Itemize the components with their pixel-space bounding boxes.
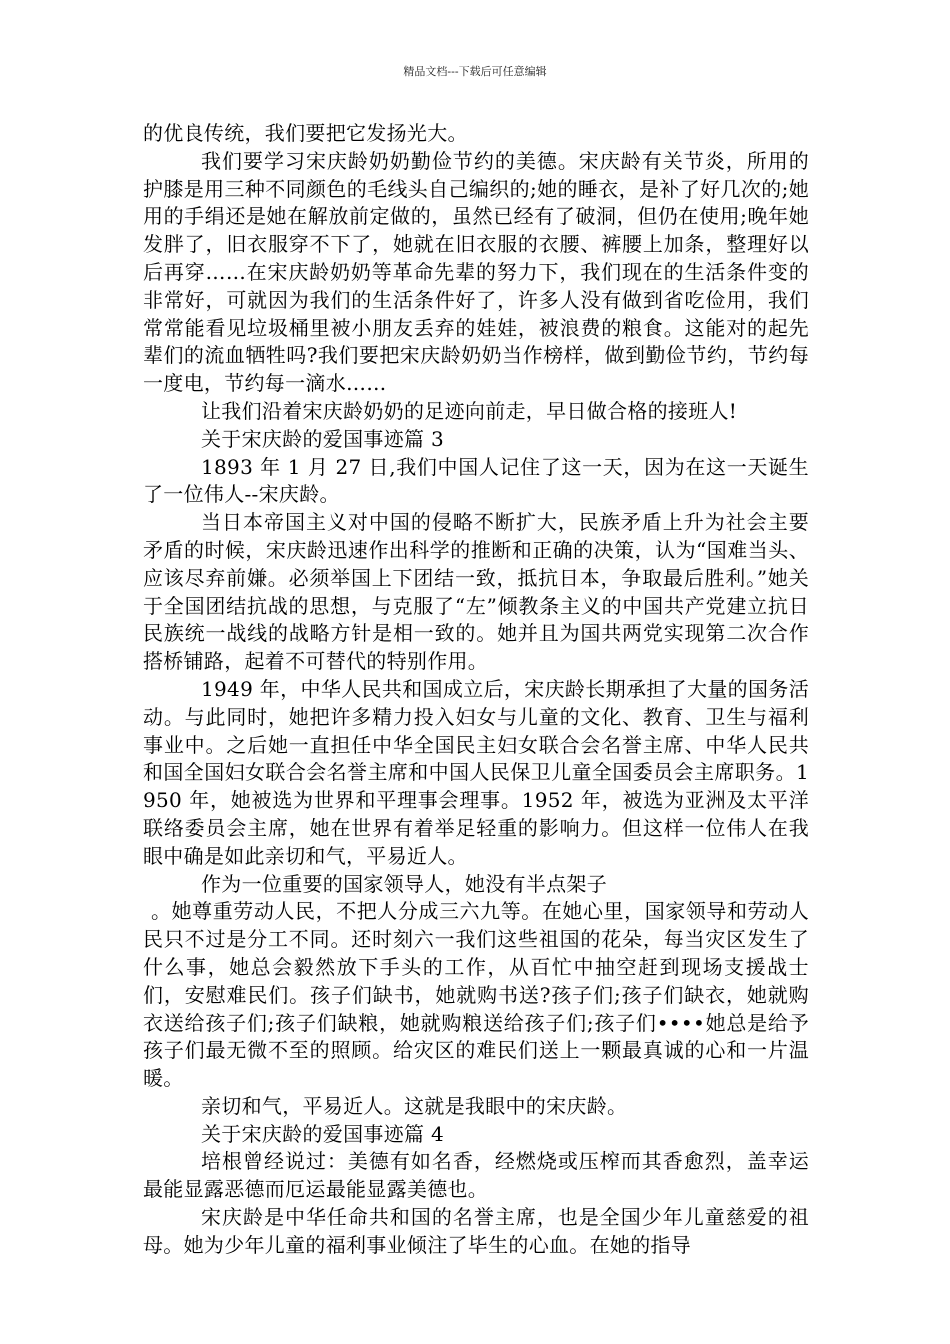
paragraph-continuation: 的优良传统，我们要把它发扬光大。 — [143, 121, 468, 145]
paragraph-respect-people: 。她尊重劳动人民，不把人分成三六九等。在她心里，国家领导和劳动人民只不过是分工不同。还时刻六一我们这些祖国的花朵，每当灾区发生了什么事，她总会毅然放下手头的工作，从百忙中抽空赶到现场支援战士们，安慰难民们。孩子们缺书，她就购书送?孩子们;孩子们缺衣，她就购衣送给孩子们;孩子们缺粮，她就购粮送给孩子们;孩子们••••她总是给予孩子们最无微不至的照顾。给灾区的难民们送上一颗最真诚的心和一片温暖。 — [143, 899, 809, 1091]
paragraph-anti-japanese: 当日本帝国主义对中国的侵略不断扩大，民族矛盾上升为社会主要矛盾的时候，宋庆龄迅速作出科学的推断和正确的决策，认为“国难当头、应该尽弃前嫌。必须举国上下团结一致，抵抗日本，争取最后胜利。”她关于全国团结抗战的思想，与克服了“左”倾教条主义的中国共产党建立抗日民族统一战线的战略方针是相一致的。她并且为国共两党实现第二次合作搭桥铺路，起着不可替代的特别作用。 — [143, 510, 809, 674]
paragraph-bacon-quote: 培根曾经说过：美德有如名香，经燃烧或压榨而其香愈烈，盖幸运最能显露恶德而厄运最能显露美德也。 — [143, 1149, 809, 1202]
paragraph-successor: 让我们沿着宋庆龄奶奶的足迹向前走，早日做合格的接班人! — [201, 398, 738, 423]
section-heading-3: 关于宋庆龄的爱国事迹篇 3 — [201, 426, 444, 451]
paragraph-1949: 1949 年，中华人民共和国成立后，宋庆龄长期承担了大量的国务活动。与此同时，她把许多精力投入妇女与儿童的文化、教育、卫生与福利事业中。之后她一直担任中华全国民主妇女联合会名誉主席、中华人民共和国全国妇女联合会名誉主席和中国人民保卫儿童全国委员会主席职务。1950 年，她被选为世界和平理事会理事。1952 年，被选为亚洲及太平洋联络委员会主席，她在世界有着举足轻重的影响力。但这样一位伟人在我眼中确是如此亲切和气，平易近人。 — [143, 676, 809, 868]
paragraph-kindness: 亲切和气，平易近人。这就是我眼中的宋庆龄。 — [201, 1093, 628, 1118]
section-heading-4: 关于宋庆龄的爱国事迹篇 4 — [201, 1121, 444, 1146]
paragraph-frugality: 我们要学习宋庆龄奶奶勤俭节约的美德。宋庆龄有关节炎，所用的护膝是用三种不同颜色的毛线头自己编织的;她的睡衣，是补了好几次的;她用的手绢还是她在解放前定做的，虽然已经有了破洞，但仍在使用;晚年她发胖了，旧衣服穿不下了，她就在旧衣服的衣腰、裤腰上加条，整理好以后再穿……在宋庆龄奶奶等革命先辈的努力下，我们现在的生活条件变的非常好，可就因为我们的生活条件好了，许多人没有做到省吃俭用，我们常常能看见垃圾桶里被小朋友丢弃的娃娃，被浪费的粮食。这能对的起先辈们的流血牺牲吗?我们要把宋庆龄奶奶当作榜样，做到勤俭节约，节约每一度电，节约每一滴水…… — [143, 148, 809, 396]
document-body — [143, 120, 809, 1260]
page-header: 精品文档---下载后可任意编辑 — [403, 65, 547, 78]
paragraph-leader: 作为一位重要的国家领导人，她没有半点架子 — [201, 871, 607, 896]
paragraph-honorary-chair: 宋庆龄是中华任命共和国的名誉主席，也是全国少年儿童慈爱的祖母。她为少年儿童的福利事业倾注了毕生的心血。在她的指导 — [143, 1205, 809, 1257]
paragraph-birth: 1893 年 1 月 27 日,我们中国人记住了这一天，因为在这一天诞生了一位伟人--宋庆龄。 — [143, 454, 809, 507]
